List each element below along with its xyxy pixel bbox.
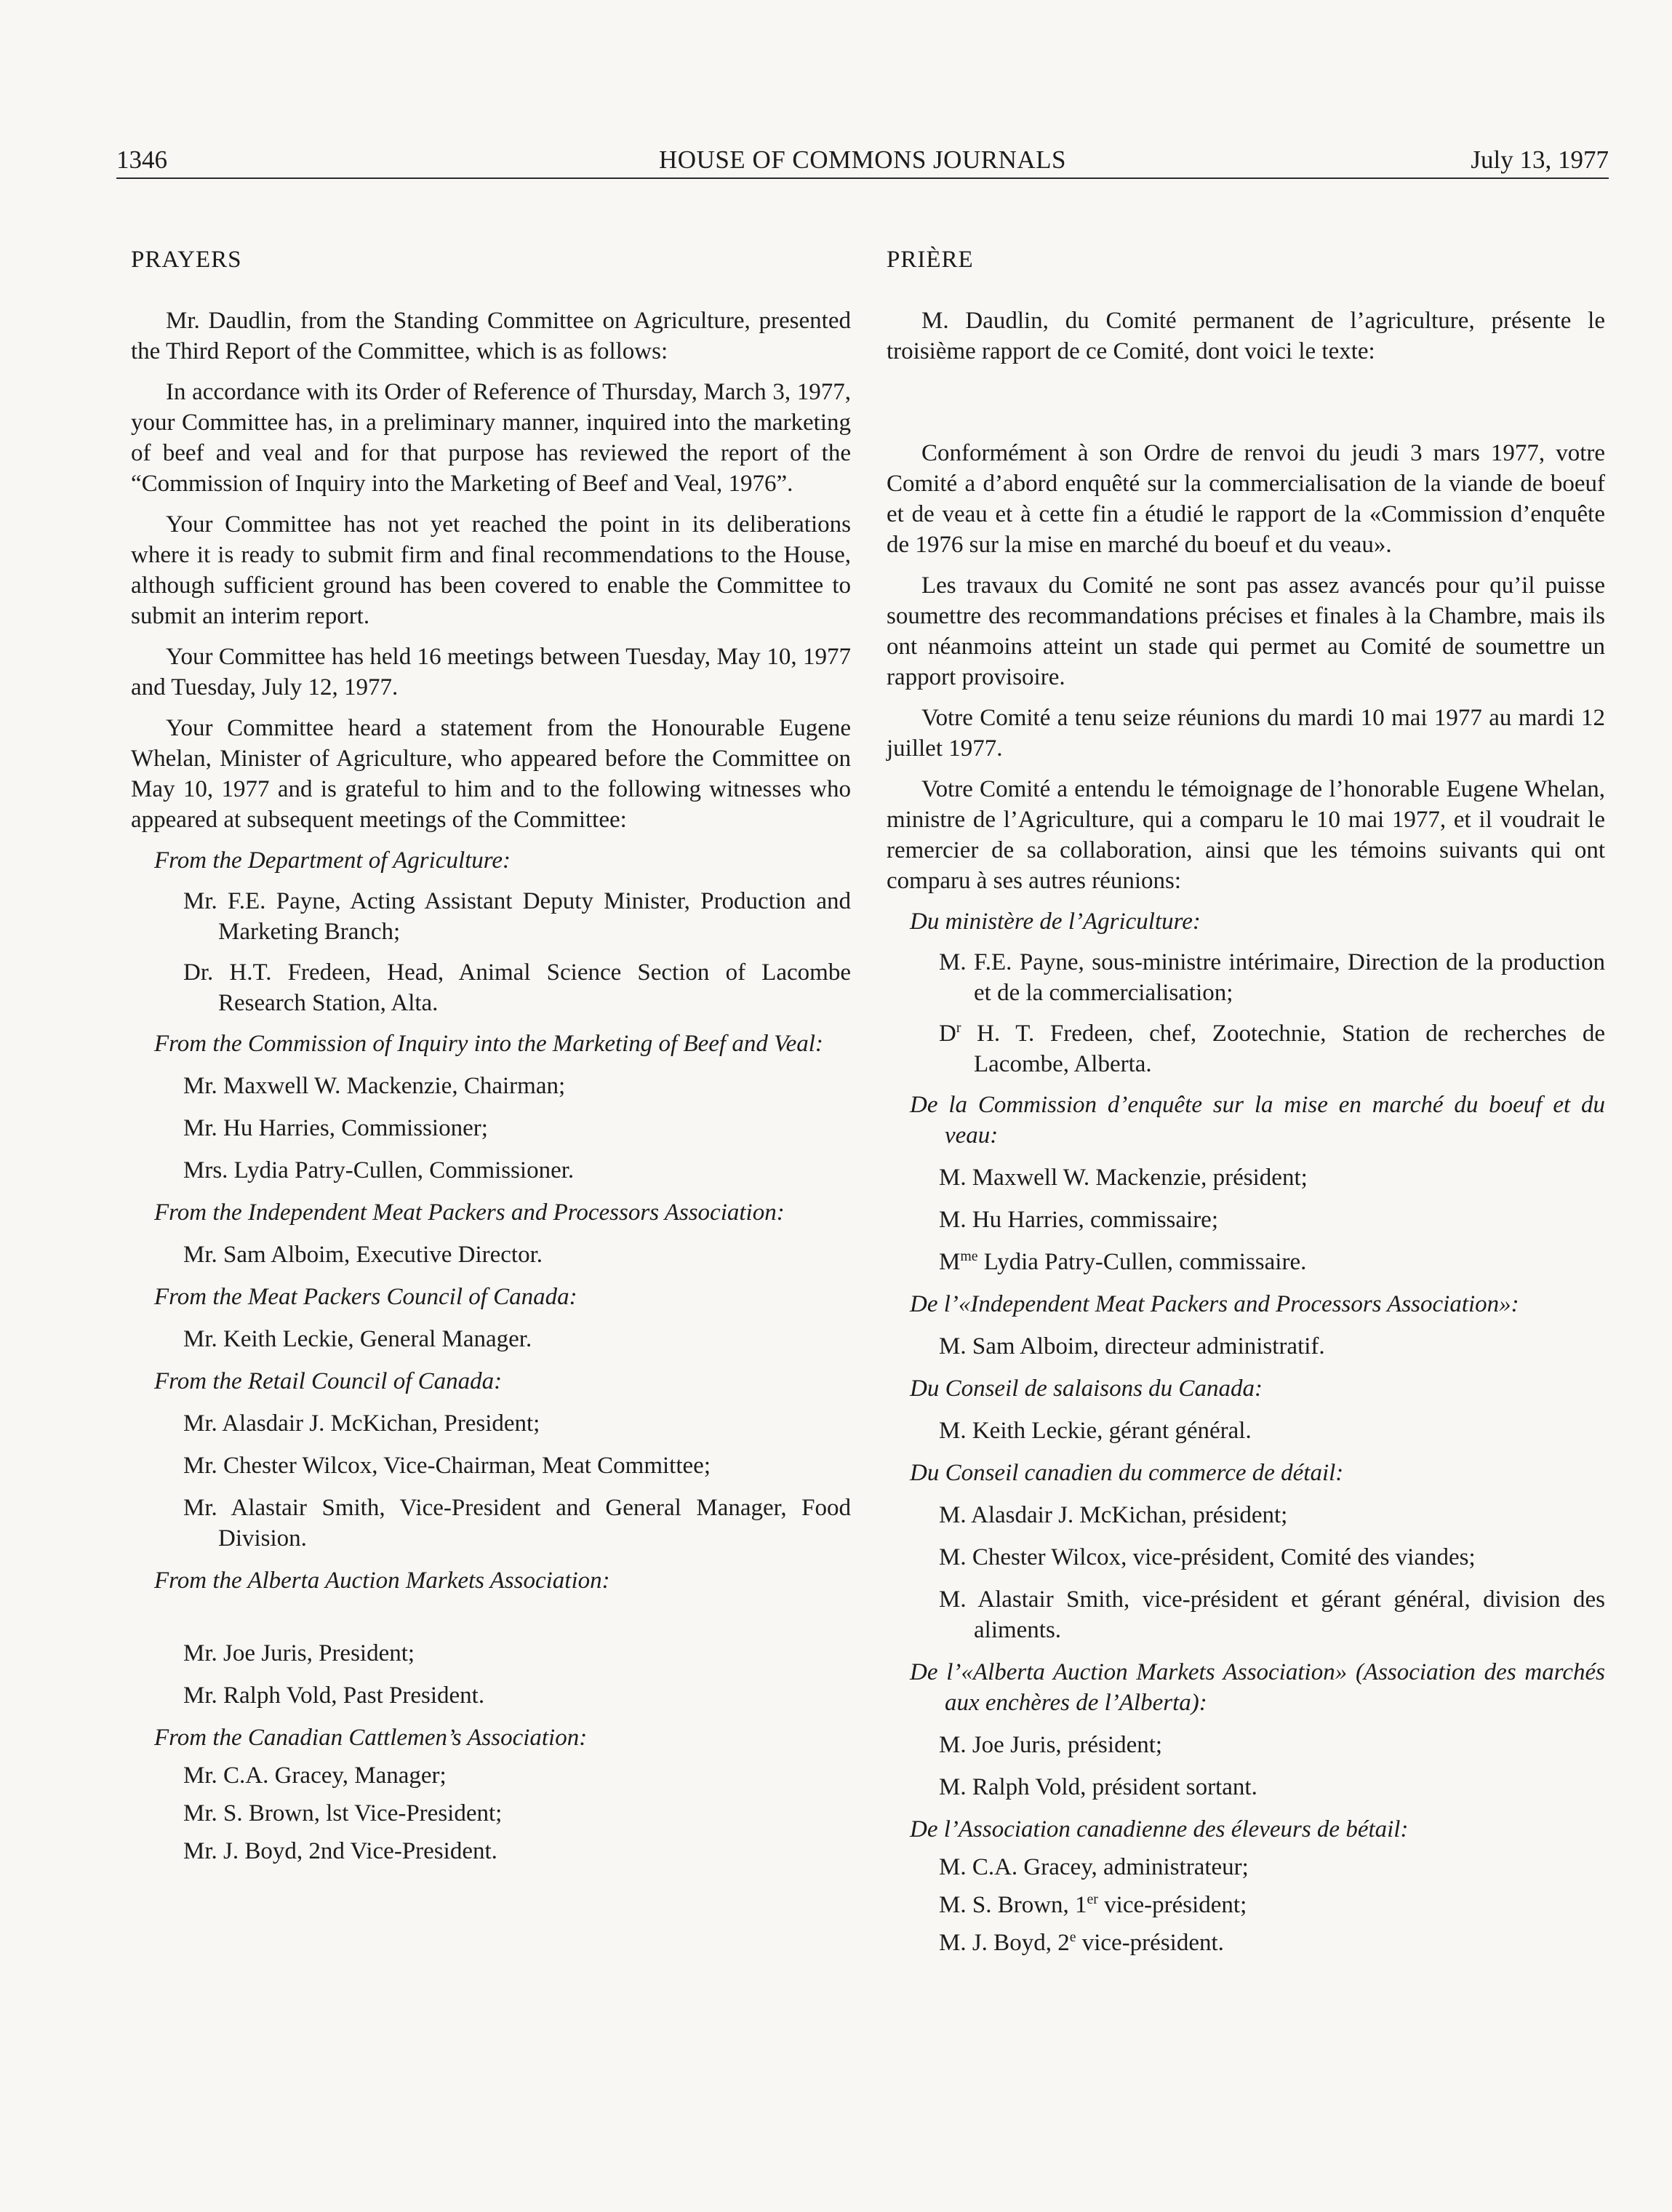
org-heading-en: From the Commission of Inquiry into the Marketing of Beef and Veal:: [154, 1031, 823, 1057]
paragraph-en-2: Your Committee has not yet reached the point in its deliberations where it is ready to submit firm and final recommendations to the House, although sufficient ground has been covered to enable the Committee to submit an interim report.: [131, 511, 851, 629]
witness-text: vice-président;: [1097, 1892, 1247, 1918]
page-header: [116, 143, 1609, 177]
witness-en: Mr. Hu Harries, Commissioner;: [183, 1115, 488, 1141]
witness-fr: M. Alastair Smith, vice-président et gérant général, division des aliments.: [939, 1586, 1605, 1643]
witness-en: Mrs. Lydia Patry-Cullen, Commissioner.: [183, 1157, 575, 1183]
paragraph-en-4: Your Committee heard a statement from the Honourable Eugene Whelan, Minister of Agriculture, who appeared before the Committee on May 10, 1977 and is grateful to him and to the following witnesses who appeared at subsequent meetings of the Committee:: [131, 715, 851, 833]
superscript: er: [1087, 1891, 1098, 1907]
section-title-en: PRAYERS: [131, 247, 242, 273]
paragraph-fr-4: Votre Comité a entendu le témoignage de l’honorable Eugene Whelan, ministre de l’Agriculture, qui a comparu le 10 mai 1977, et il voudrait le remercier de sa collaboration, ainsi que les témoins suivants qui ont comparu à ses autres réunions:: [887, 776, 1605, 894]
witness-fr: [939, 1928, 1605, 1958]
superscript: r: [956, 1020, 961, 1036]
witness-text: Lydia Patry-Cullen, commissaire.: [977, 1249, 1307, 1275]
intro-paragraph-fr: M. Daudlin, du Comité permanent de l’agriculture, présente le troisième rapport de ce Comité, dont voici le texte:: [887, 308, 1605, 364]
paragraph-en-3: Your Committee has held 16 meetings between Tuesday, May 10, 1977 and Tuesday, July 12, 1977.: [131, 644, 851, 700]
witness-en: Mr. Maxwell W. Mackenzie, Chairman;: [183, 1073, 566, 1099]
witness-fr: M. C.A. Gracey, administrateur;: [939, 1854, 1249, 1880]
witness-en: Mr. S. Brown, lst Vice-President;: [183, 1800, 503, 1826]
superscript: me: [960, 1248, 978, 1264]
witness-en: Mr. C.A. Gracey, Manager;: [183, 1762, 447, 1789]
witness-fr: M. F.E. Payne, sous-ministre intérimaire, Direction de la production et de la commercialisation;: [939, 949, 1605, 1006]
org-heading-fr: De la Commission d’enquête sur la mise en marché du boeuf et du veau:: [910, 1092, 1605, 1149]
paragraph-fr-2: Les travaux du Comité ne sont pas assez avancés pour qu’il puisse soumettre des recommandations précises et finales à la Chambre, mais ils ont néanmoins atteint un stade qui permet au Comité de soumettre un rapport provisoire.: [887, 572, 1605, 690]
witness-fr: M. Maxwell W. Mackenzie, président;: [939, 1165, 1308, 1191]
org-heading-fr: Du Conseil de salaisons du Canada:: [910, 1375, 1263, 1402]
witness-fr: M. Chester Wilcox, vice-président, Comité des viandes;: [939, 1544, 1476, 1570]
paragraph-en-1: In accordance with its Order of Reference of Thursday, March 3, 1977, your Committee has, in a preliminary manner, inquired into the marketing of beef and veal and for that purpose has reviewed the report of the “Commission of Inquiry into the Marketing of Beef and Veal, 1976”.: [131, 379, 851, 497]
witness-fr: M. Hu Harries, commissaire;: [939, 1207, 1218, 1233]
org-heading-fr: Du ministère de l’Agriculture:: [910, 909, 1201, 935]
org-heading-fr: De l’Association canadienne des éleveurs de bétail:: [910, 1816, 1409, 1842]
witness-fr: M. Keith Leckie, gérant général.: [939, 1418, 1252, 1444]
witness-fr: M. Alasdair J. McKichan, président;: [939, 1502, 1288, 1528]
org-heading-en: From the Retail Council of Canada:: [154, 1368, 503, 1394]
witness-fr: M. Sam Alboim, directeur administratif.: [939, 1333, 1325, 1359]
witness-en: Mr. Alastair Smith, Vice-President and General Manager, Food Division.: [183, 1495, 851, 1552]
witness-text: H. T. Fredeen, chef, Zootechnie, Station de recherches de Lacombe, Alberta.: [961, 1021, 1605, 1077]
witness-fr: [939, 1018, 1605, 1079]
witness-prefix: M. J. Boyd, 2: [939, 1930, 1070, 1956]
page-number: 1346: [116, 145, 167, 174]
witness-en: Mr. Keith Leckie, General Manager.: [183, 1326, 532, 1352]
witness-fr: M. Ralph Vold, président sortant.: [939, 1774, 1257, 1800]
superscript: e: [1069, 1929, 1076, 1945]
paragraph-fr-1: Conformément à son Ordre de renvoi du jeudi 3 mars 1977, votre Comité a d’abord enquêté sur la commercialisation de la viande de boeuf et de veau et à cette fin a étudié le rapport de la «Commission d’enquête de 1976 sur la mise en marché du boeuf et du veau».: [887, 440, 1605, 558]
intro-paragraph-en: Mr. Daudlin, from the Standing Committee on Agriculture, presented the Third Report of the Committee, which is as follows:: [131, 308, 851, 364]
header-rule: [116, 177, 1609, 179]
witness-text: vice-président.: [1076, 1930, 1224, 1956]
witness-prefix: M. S. Brown, 1: [939, 1892, 1087, 1918]
journal-title: HOUSE OF COMMONS JOURNALS: [659, 145, 1066, 174]
witness-en: Dr. H.T. Fredeen, Head, Animal Science Section of Lacombe Research Station, Alta.: [183, 959, 851, 1016]
org-heading-en: From the Department of Agriculture:: [154, 847, 511, 874]
org-heading-fr: De l’«Independent Meat Packers and Processors Association»:: [910, 1291, 1519, 1317]
section-title-fr: PRIÈRE: [887, 247, 974, 273]
org-heading-en: From the Independent Meat Packers and Processors Association:: [154, 1199, 785, 1226]
witness-fr: M. Joe Juris, président;: [939, 1732, 1163, 1758]
witness-fr: [939, 1890, 1605, 1920]
witness-prefix: D: [939, 1021, 956, 1047]
org-heading-en: From the Alberta Auction Markets Association:: [154, 1568, 610, 1594]
org-heading-en: From the Meat Packers Council of Canada:: [154, 1284, 577, 1310]
witness-en: Mr. Chester Wilcox, Vice-Chairman, Meat Committee;: [183, 1453, 711, 1479]
witness-en: Mr. Ralph Vold, Past President.: [183, 1682, 485, 1709]
english-column: [131, 244, 851, 1866]
witness-prefix: M: [939, 1249, 961, 1275]
witness-en: Mr. J. Boyd, 2nd Vice-President.: [183, 1838, 497, 1864]
witness-en: Mr. Sam Alboim, Executive Director.: [183, 1242, 543, 1268]
witness-en: Mr. Joe Juris, President;: [183, 1640, 415, 1666]
witness-en: Mr. Alasdair J. McKichan, President;: [183, 1410, 540, 1437]
witness-en: Mr. F.E. Payne, Acting Assistant Deputy Minister, Production and Marketing Branch;: [183, 888, 851, 945]
french-column: [887, 244, 1605, 1958]
org-heading-fr: Du Conseil canadien du commerce de détail:: [910, 1460, 1344, 1486]
paragraph-fr-3: Votre Comité a tenu seize réunions du mardi 10 mai 1977 au mardi 12 juillet 1977.: [887, 705, 1605, 762]
org-heading-fr: De l’«Alberta Auction Markets Association» (Association des marchés aux enchères de l’Alberta):: [910, 1659, 1605, 1716]
org-heading-en: From the Canadian Cattlemen’s Association:: [154, 1725, 588, 1751]
journal-date: July 13, 1977: [1471, 145, 1609, 174]
witness-fr: [939, 1247, 1605, 1277]
